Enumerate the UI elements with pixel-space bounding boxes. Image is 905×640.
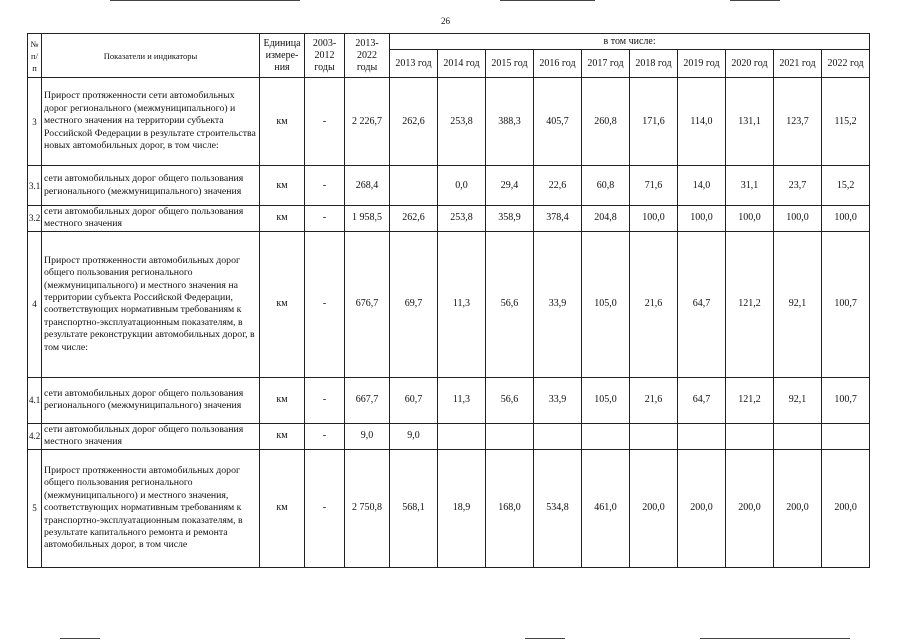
row-number: 4 (28, 231, 42, 377)
header-year: 2020 год (726, 50, 774, 78)
year-value: 60,7 (390, 377, 438, 423)
period-2003-2012-value: - (305, 166, 345, 206)
year-value: 200,0 (726, 449, 774, 567)
year-value: 100,0 (726, 206, 774, 232)
year-value: 204,8 (582, 206, 630, 232)
header-year: 2014 год (438, 50, 486, 78)
year-value: 60,8 (582, 166, 630, 206)
period-2003-2012-value: - (305, 206, 345, 232)
header-year: 2015 год (486, 50, 534, 78)
header-year: 2022 год (822, 50, 870, 78)
year-value: 200,0 (822, 449, 870, 567)
year-value (486, 423, 534, 449)
year-value: 92,1 (774, 377, 822, 423)
year-value: 260,8 (582, 78, 630, 166)
year-value: 100,7 (822, 377, 870, 423)
period-2013-2022-value: 2 750,8 (345, 449, 390, 567)
header-row-1 (28, 34, 870, 50)
period-2013-2022-value: 2 226,7 (345, 78, 390, 166)
year-value: 121,2 (726, 377, 774, 423)
year-value: 105,0 (582, 231, 630, 377)
year-value: 21,6 (630, 231, 678, 377)
unit-cell: км (260, 78, 305, 166)
header-unit: Единица измере-ния (260, 34, 305, 78)
unit-cell: км (260, 166, 305, 206)
year-value: 378,4 (534, 206, 582, 232)
year-value (438, 423, 486, 449)
year-value: 21,6 (630, 377, 678, 423)
table-row (28, 206, 870, 232)
year-value: 123,7 (774, 78, 822, 166)
year-value: 29,4 (486, 166, 534, 206)
table-row (28, 78, 870, 166)
header-period-2003-2012: 2003-2012 годы (305, 34, 345, 78)
year-value: 0,0 (438, 166, 486, 206)
period-2013-2022-value: 667,7 (345, 377, 390, 423)
year-value (390, 166, 438, 206)
year-value: 262,6 (390, 78, 438, 166)
year-value: 100,0 (774, 206, 822, 232)
year-value: 358,9 (486, 206, 534, 232)
year-value (582, 423, 630, 449)
year-value: 105,0 (582, 377, 630, 423)
year-value: 56,6 (486, 377, 534, 423)
year-value: 100,7 (822, 231, 870, 377)
year-value: 69,7 (390, 231, 438, 377)
year-value: 253,8 (438, 78, 486, 166)
indicator-name: Прирост протяженности сети автомобильных дорог регионального (межмуниципального) и местного значения на территории субъекта Российской Федерации в результате строительства новых автомобильных дорог, в том числе: (42, 78, 260, 166)
table-row (28, 449, 870, 567)
year-value: 33,9 (534, 231, 582, 377)
unit-cell: км (260, 449, 305, 567)
year-value (534, 423, 582, 449)
indicators-table (27, 33, 870, 568)
year-value: 64,7 (678, 231, 726, 377)
year-value: 100,0 (822, 206, 870, 232)
year-value: 56,6 (486, 231, 534, 377)
indicator-name: сети автомобильных дорог общего пользования регионального (межмуниципального) значения (42, 377, 260, 423)
period-2013-2022-value: 268,4 (345, 166, 390, 206)
year-value: 9,0 (390, 423, 438, 449)
year-value: 11,3 (438, 231, 486, 377)
year-value: 461,0 (582, 449, 630, 567)
year-value: 114,0 (678, 78, 726, 166)
year-value: 92,1 (774, 231, 822, 377)
year-value: 31,1 (726, 166, 774, 206)
year-value: 200,0 (630, 449, 678, 567)
period-2003-2012-value: - (305, 78, 345, 166)
year-value (822, 423, 870, 449)
year-value: 253,8 (438, 206, 486, 232)
year-value: 14,0 (678, 166, 726, 206)
year-value: 262,6 (390, 206, 438, 232)
unit-cell: км (260, 231, 305, 377)
row-number: 4.2. (28, 423, 42, 449)
header-year: 2013 год (390, 50, 438, 78)
row-number: 4.1. (28, 377, 42, 423)
header-period-2013-2022: 2013-2022 годы (345, 34, 390, 78)
header-including: в том числе: (390, 34, 870, 50)
year-value: 115,2 (822, 78, 870, 166)
table-row (28, 231, 870, 377)
year-value: 100,0 (630, 206, 678, 232)
year-value (630, 423, 678, 449)
unit-cell: км (260, 423, 305, 449)
year-value: 15,2 (822, 166, 870, 206)
row-number: 3.1. (28, 166, 42, 206)
year-value: 11,3 (438, 377, 486, 423)
year-value: 23,7 (774, 166, 822, 206)
unit-cell: км (260, 377, 305, 423)
row-number: 3 (28, 78, 42, 166)
year-value: 33,9 (534, 377, 582, 423)
year-value: 100,0 (678, 206, 726, 232)
year-value: 388,3 (486, 78, 534, 166)
period-2003-2012-value: - (305, 423, 345, 449)
table-row (28, 166, 870, 206)
indicator-name: Прирост протяженности автомобильных дорог общего пользования регионального (межмуниципального) и местного значения, соответствующих нормативным требованиям к транспортно-эксплуатационным показателям, в результате капитального ремонта и ремонта автомобильных дорог, в том числе (42, 449, 260, 567)
year-value: 71,6 (630, 166, 678, 206)
period-2003-2012-value: - (305, 449, 345, 567)
year-value (774, 423, 822, 449)
unit-cell: км (260, 206, 305, 232)
period-2003-2012-value: - (305, 377, 345, 423)
period-2013-2022-value: 9,0 (345, 423, 390, 449)
year-value (726, 423, 774, 449)
header-indicator: Показатели и индикаторы (42, 34, 260, 78)
indicator-name: Прирост протяженности автомобильных дорог общего пользования регионального (межмуниципального) и местного значения на территории субъекта Российской Федерации, соответствующих нормативным требованиям к транспортно-эксплуатационным показателям, в результате реконструкции автомобильных дорог, в том числе: (42, 231, 260, 377)
year-value: 64,7 (678, 377, 726, 423)
year-value: 168,0 (486, 449, 534, 567)
header-year: 2018 год (630, 50, 678, 78)
year-value: 22,6 (534, 166, 582, 206)
year-value: 131,1 (726, 78, 774, 166)
indicator-name: сети автомобильных дорог общего пользования местного значения (42, 423, 260, 449)
header-year: 2016 год (534, 50, 582, 78)
row-number: 3.2. (28, 206, 42, 232)
period-2013-2022-value: 676,7 (345, 231, 390, 377)
header-num: № п/п (28, 34, 42, 78)
header-year: 2019 год (678, 50, 726, 78)
year-value: 121,2 (726, 231, 774, 377)
table-row (28, 377, 870, 423)
row-number: 5 (28, 449, 42, 567)
header-year: 2021 год (774, 50, 822, 78)
year-value: 534,8 (534, 449, 582, 567)
year-value: 200,0 (678, 449, 726, 567)
period-2013-2022-value: 1 958,5 (345, 206, 390, 232)
year-value: 171,6 (630, 78, 678, 166)
year-value: 568,1 (390, 449, 438, 567)
period-2003-2012-value: - (305, 231, 345, 377)
year-value: 18,9 (438, 449, 486, 567)
page-number: 26 (441, 16, 450, 26)
header-year: 2017 год (582, 50, 630, 78)
table-row (28, 423, 870, 449)
indicator-name: сети автомобильных дорог общего пользования регионального (межмуниципального) значения (42, 166, 260, 206)
year-value (678, 423, 726, 449)
year-value: 405,7 (534, 78, 582, 166)
indicator-name: сети автомобильных дорог общего пользования местного значения (42, 206, 260, 232)
year-value: 200,0 (774, 449, 822, 567)
